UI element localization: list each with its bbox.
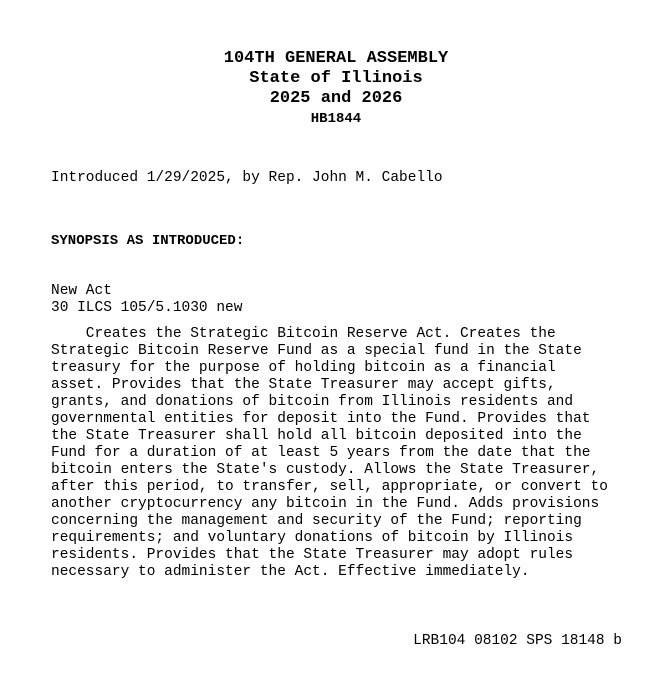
synopsis-line: Strategic Bitcoin Reserve Fund as a special fund in the State <box>51 343 582 359</box>
session-years: 2025 and 2026 <box>269 89 403 108</box>
synopsis-line: asset. Provides that the State Treasurer may accept gifts, <box>51 377 556 393</box>
statute-item: New Act <box>51 283 112 299</box>
synopsis-line: necessary to administer the Act. Effective immediately. <box>51 564 530 580</box>
introduced-line: Introduced 1/29/2025, by Rep. John M. Cabello <box>51 170 443 186</box>
synopsis-line: concerning the management and security of the Fund; reporting <box>51 513 582 529</box>
synopsis-line: Fund for a duration of at least 5 years from the date that the <box>51 445 591 461</box>
synopsis-line: grants, and donations of bitcoin from Illinois residents and <box>51 394 574 410</box>
synopsis-line: residents. Provides that the State Treasurer may adopt rules <box>51 547 574 563</box>
statute-item: 30 ILCS 105/5.1030 new <box>51 300 243 316</box>
document-header <box>0 49 656 129</box>
synopsis-line: requirements; and voluntary donations of bitcoin by Illinois <box>51 530 574 546</box>
synopsis-line: treasury for the purpose of holding bitcoin as a financial <box>51 360 556 376</box>
synopsis-body <box>51 326 631 581</box>
synopsis-line: another cryptocurrency any bitcoin in the Fund. Adds provisions <box>51 496 600 512</box>
synopsis-line: after this period, to transfer, sell, appropriate, or convert to <box>51 479 608 495</box>
bill-number: HB1844 <box>310 111 362 127</box>
assembly-title: 104TH GENERAL ASSEMBLY <box>223 49 449 68</box>
statutes-list <box>51 283 242 317</box>
synopsis-line: governmental entities for deposit into the Fund. Provides that <box>51 411 591 427</box>
state-title: State of Illinois <box>249 69 423 88</box>
lrb-reference: LRB104 08102 SPS 18148 b <box>413 633 622 649</box>
synopsis-heading: SYNOPSIS AS INTRODUCED: <box>51 233 245 249</box>
synopsis-line: bitcoin enters the State's custody. Allows the State Treasurer, <box>51 462 600 478</box>
synopsis-line: Creates the Strategic Bitcoin Reserve Act. Creates the <box>51 326 556 342</box>
synopsis-line: the State Treasurer shall hold all bitcoin deposited into the <box>51 428 582 444</box>
